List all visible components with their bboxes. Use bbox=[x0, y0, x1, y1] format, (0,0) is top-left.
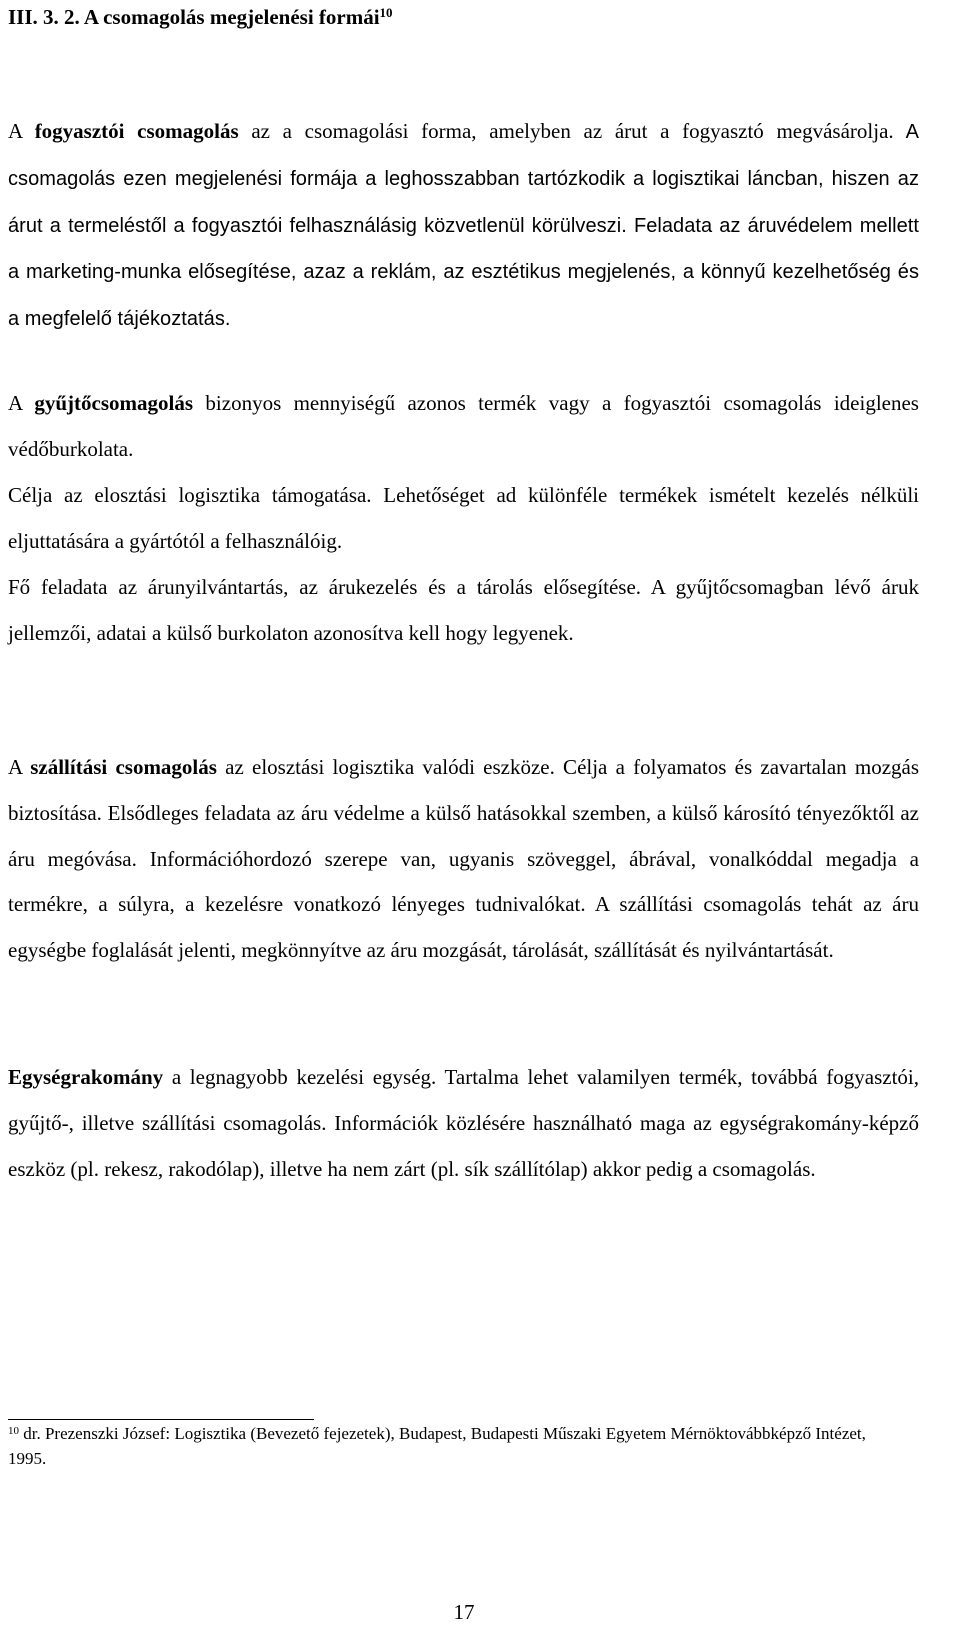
page-number: 17 bbox=[453, 1600, 475, 1624]
term-unit-load: Egységrakomány bbox=[8, 1065, 164, 1089]
paragraph-collective-task bbox=[8, 565, 919, 657]
paragraph-lead-prefix: A bbox=[8, 755, 31, 779]
term-collective-packaging: gyűjtőcsomagolás bbox=[34, 391, 194, 415]
paragraph-text: Feladata az áruvédelem mellett a marketing-munka elősegítése, azaz a reklám, az esztétikus megjelenés, a könnyű kezelhetőség és a megfelelő tájékoztatás. bbox=[8, 214, 920, 331]
paragraph-lead-prefix: A bbox=[8, 391, 35, 415]
paragraph-transport-packaging bbox=[8, 745, 919, 974]
paragraph-text: az a csomagolási forma, amelyben az árut a fogyasztó megvásárolja. bbox=[238, 119, 894, 143]
footnote-text: dr. Prezenszki József: Logisztika (Bevezető fejezetek), Budapest, Budapesti Műszaki Egyetem Mérnöktovábbképző Intézet, 1995. bbox=[8, 1424, 866, 1468]
paragraph-text: az elosztási logisztika valódi eszköze. Célja a folyamatos és zavartalan mozgás biztosítása. Elsődleges feladata az áru védelme a külső hatásokkal szemben, a külső károsító tényezőktől az áru megóvása. Információhordozó szerepe van, ugyanis szöveggel, ábrával, vonalkóddal megadja a termékre, a súlyra, a kezelésre vonatkozó lényeges tudnivalókat. A szállítási csomagolás tehát az áru egységbe foglalását jelenti, megkönnyítve az áru mozgását, tárolását, szállítását és nyilvántartását. bbox=[8, 755, 920, 963]
paragraph-lead-prefix: A bbox=[8, 119, 35, 143]
footnote-number: 10 bbox=[8, 1425, 19, 1437]
footnote-reference: 10 bbox=[379, 5, 393, 20]
paragraph-text: a legnagyobb kezelési egység. Tartalma lehet valamilyen termék, továbbá fogyasztói, gyűjtő-, illetve szállítási csomagolás. Információk közlésére használható maga az egységrakomány-képző eszköz (pl. rekesz, rakodólap), illetve ha nem zárt (pl. sík szállítólap) akkor pedig a csomagolás. bbox=[8, 1065, 919, 1181]
paragraph-text: bizonyos mennyiségű azonos termék vagy a fogyasztói csomagolás ideiglenes védőburkolata. bbox=[8, 391, 919, 461]
paragraph-unit-load bbox=[8, 1055, 919, 1192]
paragraph-text: Fő feladata az árunyilvántartás, az árukezelés és a tárolás elősegítése. A gyűjtőcsomagban lévő áruk jellemzői, adatai a külső burkolaton azonosítva kell hogy legyenek. bbox=[8, 575, 919, 645]
term-consumer-packaging: fogyasztói csomagolás bbox=[34, 119, 239, 143]
section-heading bbox=[8, 2, 393, 32]
footnote bbox=[8, 1421, 898, 1471]
term-transport-packaging: szállítási csomagolás bbox=[30, 755, 217, 779]
paragraph-consumer-packaging bbox=[8, 109, 919, 343]
section-heading-text: III. 3. 2. A csomagolás megjelenési formái bbox=[8, 5, 380, 29]
paragraph-collective-packaging bbox=[8, 381, 919, 473]
footnote-separator bbox=[8, 1419, 314, 1420]
paragraph-text: Célja az elosztási logisztika támogatása. Lehetőséget ad különféle termékek ismételt kezelés nélküli eljuttatására a gyártótól a felhasználóig. bbox=[8, 483, 919, 553]
paragraph-collective-purpose bbox=[8, 473, 919, 565]
paragraph-text: A csomagolás ezen megjelenési formája a leghosszabban tartózkodik a logisztikai láncban, hiszen az árut a termeléstől a fogyasztói felhasználásig közvetlenül körülveszi. bbox=[8, 121, 919, 237]
